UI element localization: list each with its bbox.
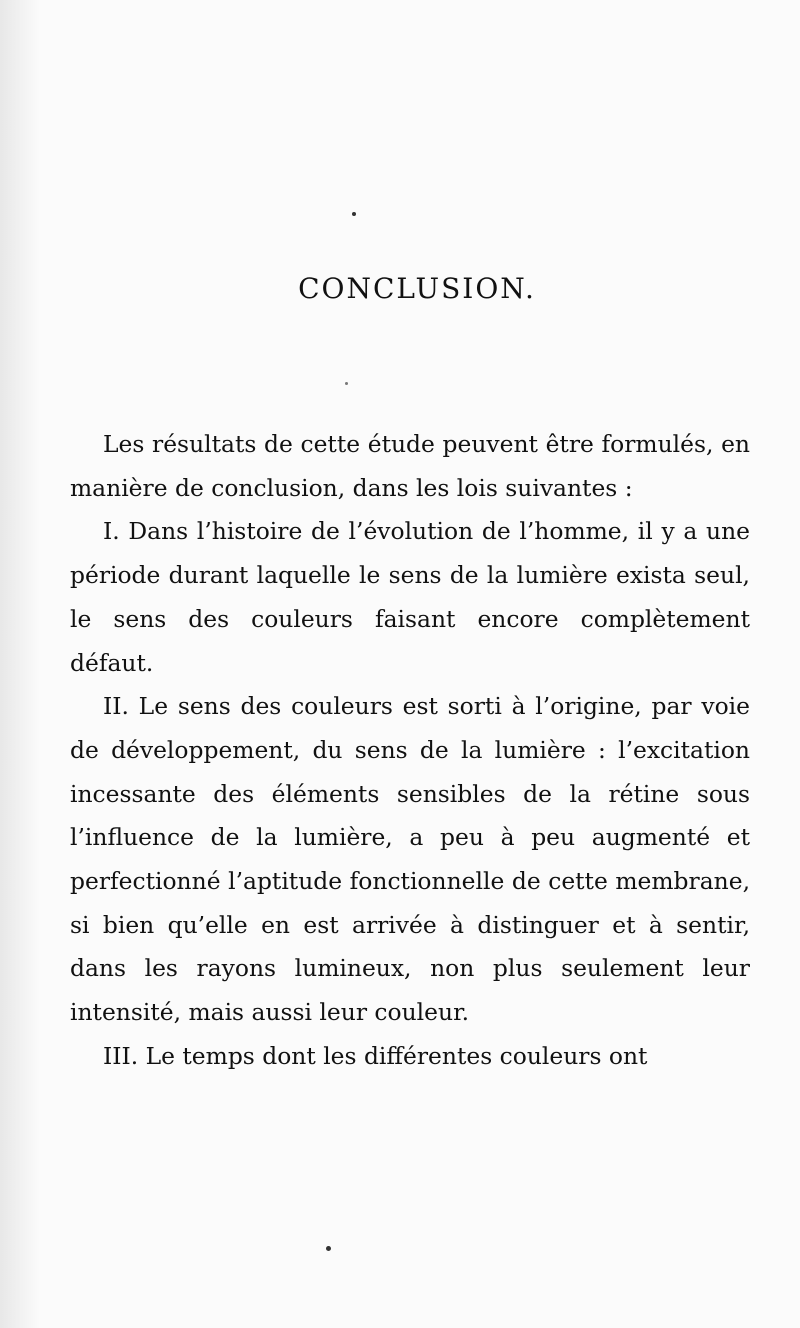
chapter-title: CONCLUSION. bbox=[298, 272, 536, 305]
paragraph-law-3: III. Le temps dont les différentes couleurs ont bbox=[103, 1041, 648, 1070]
ink-speck bbox=[326, 1246, 331, 1251]
gutter-shadow bbox=[0, 0, 40, 1328]
ink-speck bbox=[352, 212, 356, 216]
paragraph-law-2: II. Le sens des couleurs est sorti à l’origine, par voie de développement, du sens de la lumière : l’excitation incessante des éléments sensibles de la rétine sous l’influence de la lumière, a peu à peu augmenté et perfectionné l’aptitude fonctionnelle de cette membrane, si bien qu’elle en est arrivée à distinguer et à sentir, dans les rayons lumineux, non plus seulement leur intensité, mais aussi leur couleur. bbox=[70, 692, 750, 1027]
paragraph-intro: Les résultats de cette étude peuvent être formulés, en manière de conclusion, dans les lois suivantes : bbox=[70, 430, 750, 502]
page-content bbox=[70, 272, 750, 1079]
show-through bbox=[140, 60, 780, 104]
paragraph-law-1: I. Dans l’histoire de l’évolution de l’homme, il y a une période durant laquelle le sens de la lumière exista seul, le sens des couleurs faisant encore complètement défaut. bbox=[70, 517, 750, 677]
